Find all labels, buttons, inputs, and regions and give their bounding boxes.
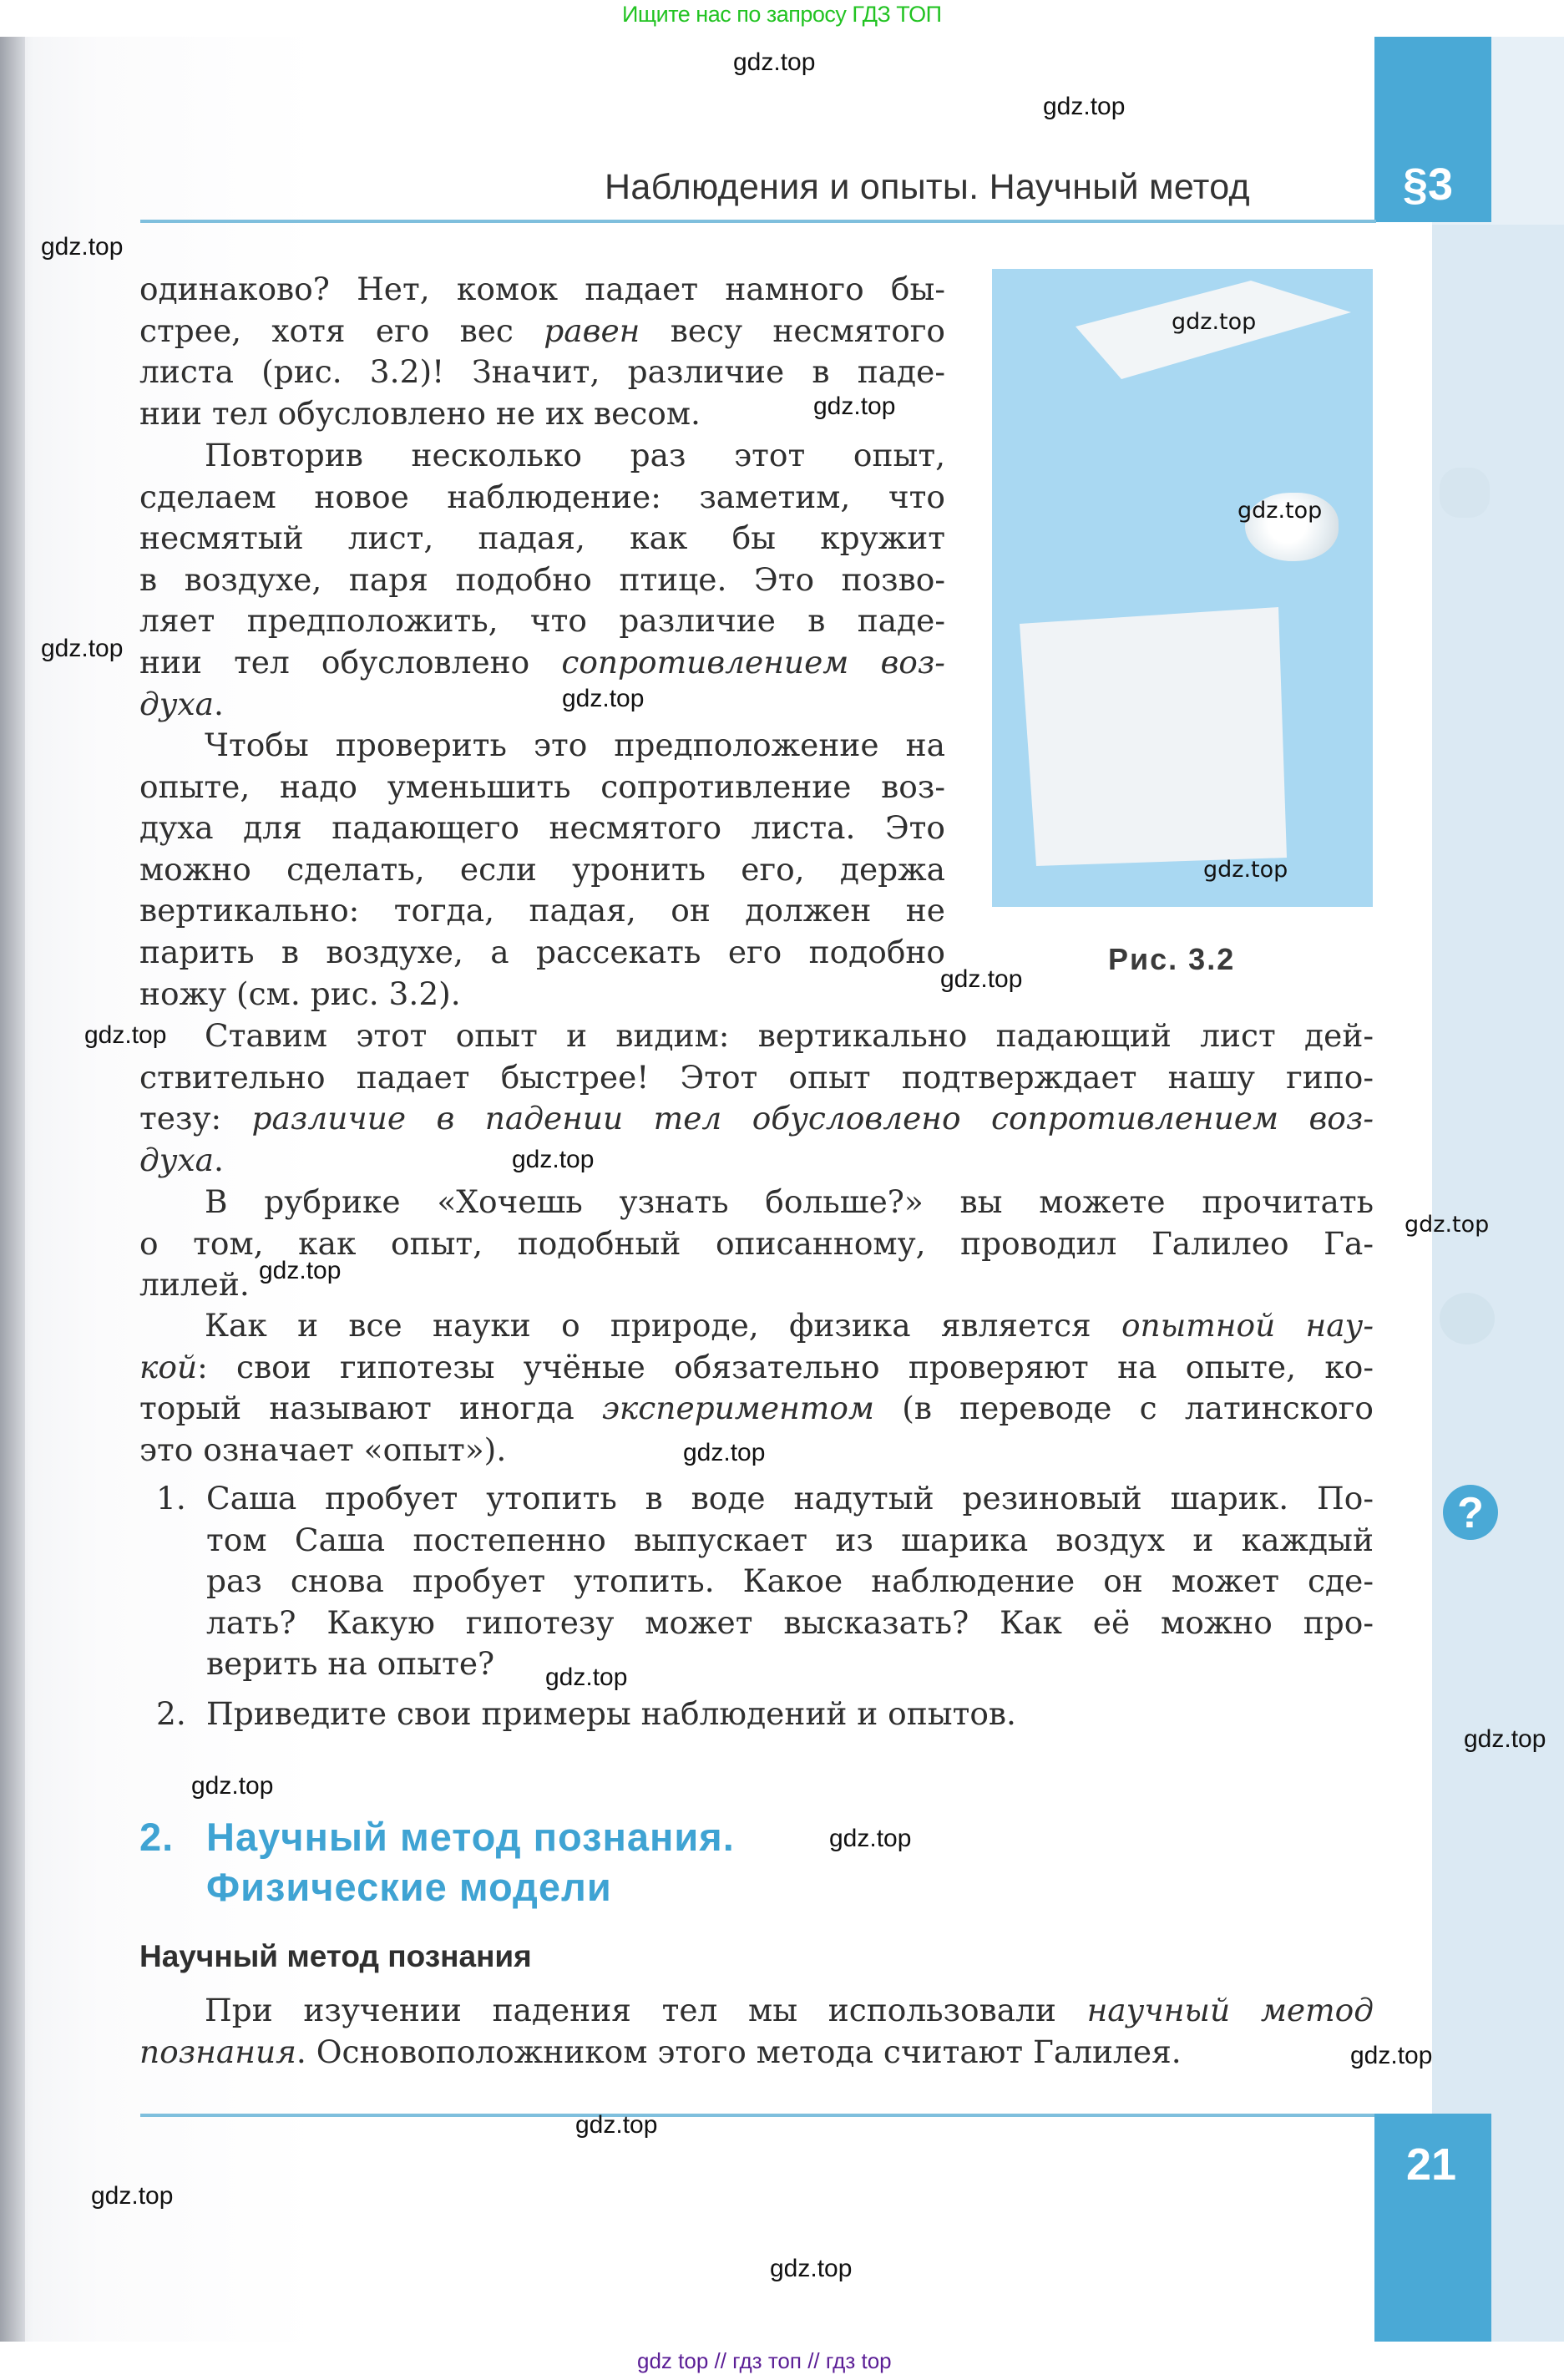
bottom-banner-text[interactable]: gdz top // гдз топ // гдз top (637, 2348, 892, 2373)
question-text (206, 1694, 1374, 1735)
question-item-1 (156, 1478, 1374, 1685)
watermark: gdz.top (1043, 93, 1126, 120)
footer-divider (140, 2114, 1376, 2117)
text-line: нии тел обусловлено сопротивлением воз- (139, 643, 945, 681)
watermark: gdz.top (562, 685, 645, 712)
text-line: Как и все науки о природе, физика является опытной нау- (205, 1307, 1374, 1344)
text-line: духа. (139, 685, 224, 722)
question-number: 2. (156, 1694, 186, 1732)
section-title-line-2: Физические модели (206, 1865, 612, 1909)
text-line: торый называют иногда экспериментом (в переводе с латинского (139, 1390, 1374, 1427)
emphasis: духа (139, 1141, 215, 1178)
figure-3-2 (992, 269, 1373, 907)
emphasis: познания (139, 2033, 296, 2070)
text-line: можно сделать, если уронить его, держа (139, 850, 945, 888)
text-line: одинаково? Нет, комок падает намного бы- (139, 271, 945, 307)
text-line: несмятый лист, падая, как бы кружит (139, 519, 945, 557)
watermark: gdz.top (575, 2111, 658, 2139)
text-line: лилей. (139, 1266, 250, 1304)
watermark: gdz.top (545, 1663, 628, 1691)
watermark: gdz.top (813, 392, 896, 420)
paragraph-2 (139, 435, 945, 725)
text-line: в воздухе, паря подобно птице. Это позво- (139, 560, 945, 598)
emphasis: экспериментом (601, 1390, 875, 1427)
book-spine-shadow (0, 37, 25, 2342)
emphasis: духа (139, 685, 215, 722)
watermark: gdz.top (91, 2182, 174, 2210)
hand-icon-faint (1440, 468, 1490, 518)
text-line: духа. (139, 1141, 224, 1178)
text-line: вертикально: тогда, падая, он должен не (139, 892, 945, 929)
emphasis: равен (544, 311, 640, 349)
section-tab (1374, 37, 1491, 222)
watermark: gdz.top (1405, 1212, 1490, 1238)
text-line: Ставим этот опыт и видим: вертикально падающий лист дей- (205, 1017, 1374, 1054)
question-icon: ? (1443, 1485, 1498, 1540)
text-line: том Саша постепенно выпускает из шарика воздух и каждый (206, 1521, 1374, 1558)
text-line: ляет предположить, что различие в паде- (139, 602, 945, 640)
watermark: gdz.top (940, 965, 1023, 993)
emphasis: сопротивлением воз- (561, 643, 945, 681)
watermark: gdz.top (259, 1257, 342, 1284)
section-title-line-1: Научный метод познания. (206, 1815, 735, 1859)
watermark: gdz.top (512, 1146, 595, 1173)
text-line: о том, как опыт, подобный описанному, проводил Галилео Га- (139, 1224, 1374, 1262)
text-line: Повторив несколько раз этот опыт, (205, 437, 945, 473)
question-number: 1. (156, 1480, 186, 1517)
text-line: познания. Основоположником этого метода считают Галилея. (139, 2033, 1182, 2070)
text-line: опыте, надо уменьшить сопротивление воз- (139, 767, 945, 805)
header-divider (140, 220, 1376, 223)
questions-list (156, 1478, 1374, 1735)
watermark: gdz.top (41, 233, 124, 261)
watermark: gdz.top (1203, 857, 1288, 883)
bottom-banner (0, 2342, 1564, 2380)
text-line: ножу (см. рис. 3.2). (139, 975, 461, 1012)
figure-caption: Рис. 3.2 (1108, 942, 1236, 976)
watermark: gdz.top (1172, 309, 1257, 335)
watermark: gdz.top (683, 1439, 766, 1466)
section2-paragraph (139, 1990, 1374, 2073)
emphasis: научный метод (1086, 1992, 1374, 2028)
page-number-tab (1374, 2114, 1491, 2342)
text-line: раз снова пробует утопить. Какое наблюдение он может сде- (206, 1562, 1374, 1600)
watermark: gdz.top (733, 48, 816, 76)
section-label: §3 (1403, 160, 1454, 210)
top-banner (0, 0, 1564, 37)
flat-sheet-illustration (1020, 607, 1297, 866)
question-item-2 (156, 1694, 1374, 1735)
paragraph-3 (139, 725, 945, 1015)
text-line: парить в воздухе, а рассекать его подобно (139, 933, 945, 970)
chapter-title: Наблюдения и опыты. Научный метод (605, 167, 1250, 207)
subsection-heading: Научный метод познания (139, 1939, 532, 1973)
watermark: gdz.top (1238, 498, 1323, 524)
paragraph-4 (139, 1015, 1374, 1181)
text-line: верить на опыте? (206, 1645, 495, 1683)
paragraph-5 (139, 1182, 1374, 1306)
text-line: Чтобы проверить это предположение на (205, 727, 945, 763)
text-line: В рубрике «Хочешь узнать больше?» вы можете прочитать (205, 1183, 1374, 1220)
text-line: стрее, хотя его вес равен весу несмятого (139, 311, 945, 349)
text-line: нии тел обусловлено не их весом. (139, 394, 701, 432)
text-line: Приведите свои примеры наблюдений и опытов. (206, 1694, 1016, 1732)
emphasis: кой (139, 1348, 198, 1385)
section-heading (139, 1812, 735, 1912)
section-number: 2. (139, 1815, 175, 1859)
emphasis: опытной нау- (1121, 1307, 1374, 1344)
bookmark-icon-faint (1440, 1293, 1495, 1344)
text-line: духа для падающего несмятого листа. Это (139, 809, 945, 847)
flat-sheet-edge-illustration (1042, 281, 1359, 389)
watermark: gdz.top (84, 1021, 167, 1049)
text-line: тезу: различие в падении тел обусловлено сопротивлением воз- (139, 1100, 1374, 1137)
top-banner-text[interactable]: Ищите нас по запросу ГДЗ ТОП (622, 2, 942, 27)
text-line: это означает «опыт»). (139, 1431, 507, 1468)
right-margin-strip (1432, 37, 1564, 2342)
text-line: листа (рис. 3.2)! Значит, различие в паде- (139, 353, 945, 391)
watermark: gdz.top (1350, 2042, 1433, 2069)
question-text (206, 1478, 1374, 1685)
watermark: gdz.top (191, 1772, 274, 1800)
page-number: 21 (1406, 2139, 1457, 2190)
watermark: gdz.top (770, 2255, 853, 2282)
watermark: gdz.top (1464, 1725, 1546, 1753)
watermark: gdz.top (41, 635, 124, 662)
text-line: Саша пробует утопить в воде надутый резиновый шарик. По- (206, 1480, 1374, 1517)
text-line: кой: свои гипотезы учёные обязательно проверяют на опыте, ко- (139, 1348, 1374, 1385)
emphasis: различие в падении тел обусловлено сопротивлением воз- (251, 1100, 1374, 1137)
text-line: ствительно падает быстрее! Этот опыт подтверждает нашу гипо- (139, 1058, 1374, 1096)
text-line: сделаем новое наблюдение: заметим, что (139, 478, 945, 515)
text-line: При изучении падения тел мы использовали научный метод (205, 1992, 1374, 2028)
watermark: gdz.top (829, 1825, 912, 1852)
text-line: лать? Какую гипотезу может высказать? Как её можно про- (206, 1603, 1374, 1641)
